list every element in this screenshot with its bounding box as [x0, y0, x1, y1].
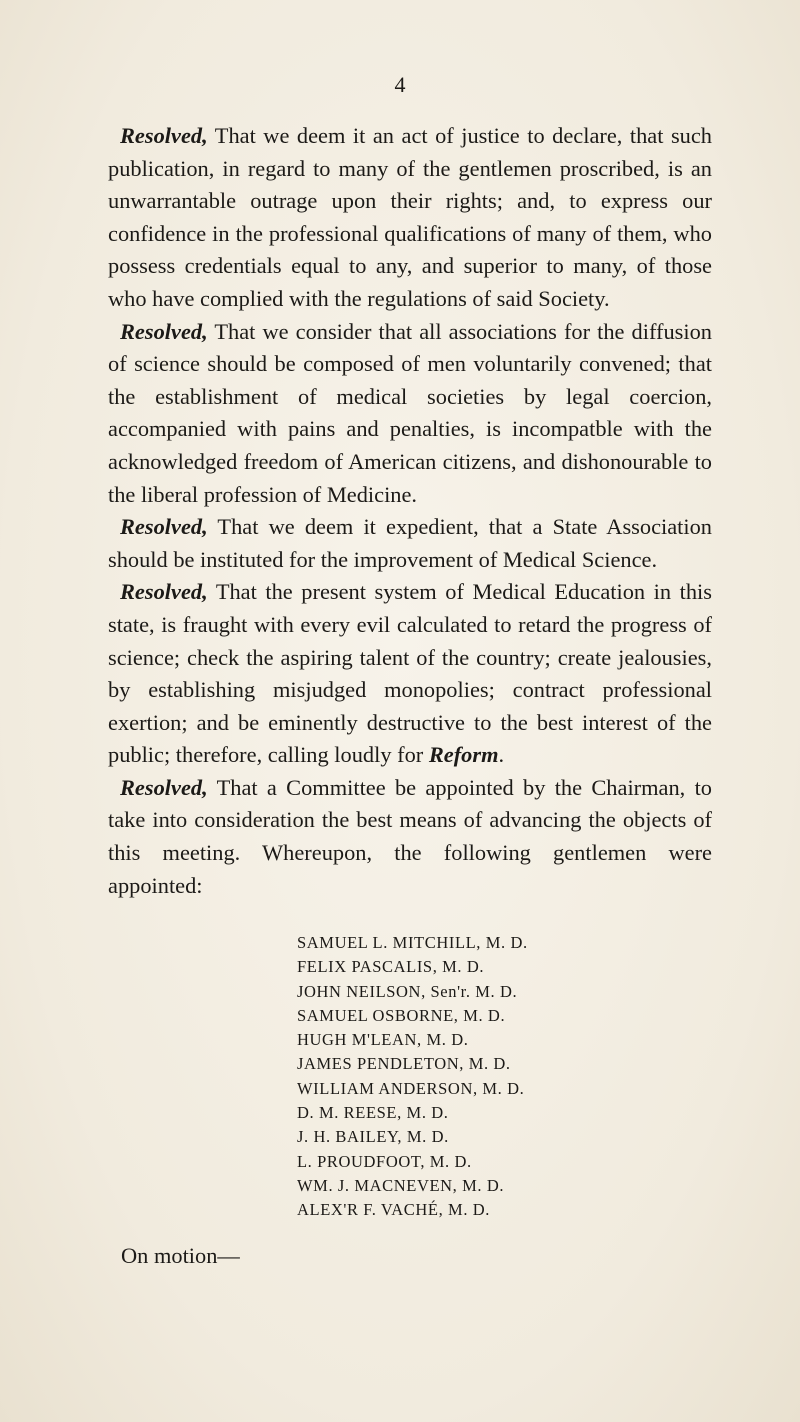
resolution-paragraph	[108, 772, 712, 902]
committee-member: HUGH M'LEAN, M. D.	[297, 1030, 469, 1050]
committee-member: SAMUEL L. MITCHILL, M. D.	[297, 933, 528, 952]
closing-line: On motion—	[121, 1243, 240, 1268]
resolved-keyword: Resolved,	[120, 514, 208, 540]
committee-member: FELIX PASCALIS, M. D.	[297, 957, 485, 977]
committee-list	[297, 931, 528, 1223]
page-number: 4	[394, 72, 406, 97]
resolution-paragraph	[108, 511, 712, 576]
committee-member: SAMUEL OSBORNE, M. D.	[297, 1005, 506, 1025]
reform-emphasis: Reform	[428, 742, 499, 768]
committee-member: WM. J. MACNEVEN, M. D.	[297, 1175, 505, 1195]
resolution-paragraph	[108, 576, 712, 772]
resolved-keyword: Resolved,	[120, 123, 208, 148]
resolution-paragraph	[108, 120, 712, 316]
resolution-text: That we deem it an act of justice to declare, that such publication, in regard to many of the gentlemen proscribed, is an unwarrantable outrage upon their rights; and, to express our confidence in the professional qualifications of many of them, who possess credentials equal to any, and superior to many, of those who have complied with the regulations of said Society.	[108, 123, 712, 311]
resolution-text: That a Committee be appointed by the Chairman, to take into consideration the best means of advancing the objects of this meeting. Whereupon, the following gentlemen were appointed:	[108, 774, 712, 898]
resolution-tail: .	[498, 742, 505, 768]
resolved-keyword: Resolved,	[120, 579, 208, 605]
committee-member: D. M. REESE, M. D.	[297, 1103, 449, 1123]
resolution-text: That we consider that all associations for the diffusion of science should be composed of men voluntarily convened; that the establishment of medical societies by legal coercion, accompanied with pains and penalties, is incompatble with the acknowledged freedom of American citizens, and dishonourable to the liberal profession of Medicine.	[108, 318, 712, 507]
committee-member: ALEX'R F. VACHÉ, M. D.	[297, 1200, 491, 1220]
committee-member: JAMES PENDLETON, M. D.	[297, 1054, 511, 1074]
resolved-keyword: Resolved,	[120, 318, 208, 344]
resolved-keyword: Resolved,	[120, 774, 208, 800]
committee-member: J. H. BAILEY, M. D.	[297, 1127, 449, 1147]
resolution-text: That the present system of Medical Education in this state, is fraught with every evil calculated to retard the progress of science; check the aspiring talent of the country; create jealousies, by establishing misjudged monopolies; contract professional exertion; and be eminently destructive to the best interest of the public; therefore, calling loudly for	[108, 579, 712, 768]
committee-member: WILLIAM ANDERSON, M. D.	[297, 1078, 525, 1098]
resolution-text: That we deem it expedient, that a State Association should be instituted for the improvement of Medical Science.	[108, 514, 712, 572]
resolution-paragraph	[108, 316, 712, 512]
resolutions-text	[108, 120, 712, 902]
committee-member: L. PROUDFOOT, M. D.	[297, 1151, 472, 1171]
committee-member: JOHN NEILSON, Sen'r. M. D.	[297, 981, 518, 1001]
